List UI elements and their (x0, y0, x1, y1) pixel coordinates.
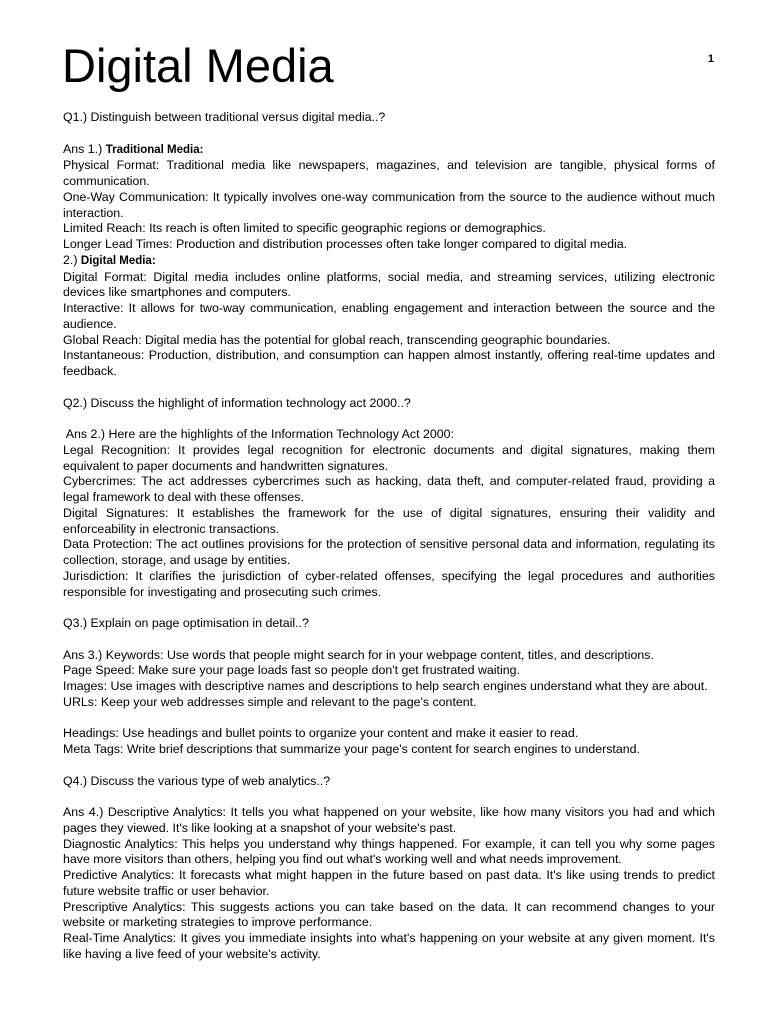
paragraph: Headings: Use headings and bullet points to organize your content and make it easier to read. (63, 726, 579, 741)
answer-2-intro: Ans 2.) Here are the highlights of the Information Technology Act 2000: (63, 427, 455, 441)
paragraph: Physical Format: Traditional media like newspapers, magazines, and television are tangible, physical forms of communication. (63, 158, 715, 188)
paragraph: Data Protection: The act outlines provisions for the protection of sensitive personal data and information, regulating its collection, storage, and usage by entities. (63, 537, 715, 567)
paragraph: Longer Lead Times: Production and distribution processes often take longer compared to digital media. (63, 237, 628, 251)
spacer (63, 411, 715, 427)
spacer (63, 789, 715, 805)
answer-1-prefix: Ans 1.) (63, 141, 106, 156)
spacer (63, 126, 715, 142)
paragraph: Images: Use images with descriptive names and descriptions to help search engines understand what they are about. (63, 679, 708, 693)
paragraph: Page Speed: Make sure your page loads fast so people don't get frustrated waiting. (63, 663, 520, 678)
digital-prefix: 2.) (63, 252, 81, 267)
paragraph: Instantaneous: Production, distribution, and consumption can happen almost instantly, offering real-time updates and feedback. (63, 348, 715, 378)
answer-1-heading (63, 142, 715, 159)
spacer (63, 380, 715, 396)
paragraph: Digital Format: Digital media includes online platforms, social media, and streaming services, utilizing electronic devices like smartphones and computers. (63, 269, 715, 300)
paragraph: Meta Tags: Write brief descriptions that summarize your page's content for search engines to understand. (63, 742, 640, 756)
digital-media-subheading (63, 253, 715, 270)
paragraph: Ans 3.) Keywords: Use words that people might search for in your webpage content, titles, and descriptions. (63, 647, 654, 662)
paragraph: Limited Reach: Its reach is often limited to specific geographic regions or demographics. (63, 221, 546, 236)
paragraph: Jurisdiction: It clarifies the jurisdiction of cyber-related offenses, specifying the legal procedures and authorities responsible for investigating and prosecuting such crimes. (63, 568, 715, 599)
paragraph: URLs: Keep your web addresses simple and relevant to the page's content. (63, 694, 477, 709)
document-body (63, 110, 715, 963)
paragraph: Diagnostic Analytics: This helps you understand why things happened. For example, it can tell you why some pages have more visitors than others, helping you find out what's working well and what needs improvement. (63, 836, 715, 867)
paragraph: Legal Recognition: It provides legal recognition for electronic documents and digital signatures, making them equivalent to paper documents and handwritten signatures. (63, 442, 715, 473)
page-title: Digital Media (62, 39, 334, 92)
traditional-media-heading: Traditional Media: (105, 143, 204, 156)
paragraph: Interactive: It allows for two-way communication, enabling engagement and interaction between the source and the audience. (63, 301, 715, 331)
question-3: Q3.) Explain on page optimisation in detail..? (63, 616, 309, 630)
spacer (63, 632, 715, 648)
paragraph: Ans 4.) Descriptive Analytics: It tells you what happened on your website, like how many visitors you had and which pages they viewed. It's like looking at a snapshot of your website's past. (63, 805, 715, 835)
spacer (63, 600, 715, 616)
paragraph: One-Way Communication: It typically involves one-way communication from the source to the audience without much interaction. (63, 189, 715, 220)
question-1: Q1.) Distinguish between traditional versus digital media..? (63, 110, 386, 124)
paragraph: Predictive Analytics: It forecasts what might happen in the future based on past data. It's like using trends to predict future website traffic or user behavior. (63, 868, 715, 898)
paragraph: Real-Time Analytics: It gives you immediate insights into what's happening on your website at any given moment. It's like having a live feed of your website's activity. (63, 931, 715, 961)
digital-media-heading: Digital Media: (80, 254, 156, 267)
page-number: 1 (707, 53, 714, 65)
paragraph: Global Reach: Digital media has the potential for global reach, transcending geographic boundaries. (63, 332, 611, 347)
paragraph: Digital Signatures: It establishes the framework for the use of digital signatures, ensuring their validity and enforceability in electronic transactions. (63, 505, 715, 536)
question-2: Q2.) Discuss the highlight of information technology act 2000..? (63, 395, 411, 410)
question-4: Q4.) Discuss the various type of web analytics..? (63, 773, 331, 788)
paragraph: Cybercrimes: The act addresses cybercrimes such as hacking, data theft, and computer-related fraud, providing a legal framework to deal with these offenses. (63, 474, 715, 504)
spacer (63, 711, 715, 727)
paragraph: Prescriptive Analytics: This suggests actions you can take based on the data. It can recommend changes to your website or marketing strategies to improve performance. (63, 899, 715, 930)
spacer (63, 758, 715, 774)
